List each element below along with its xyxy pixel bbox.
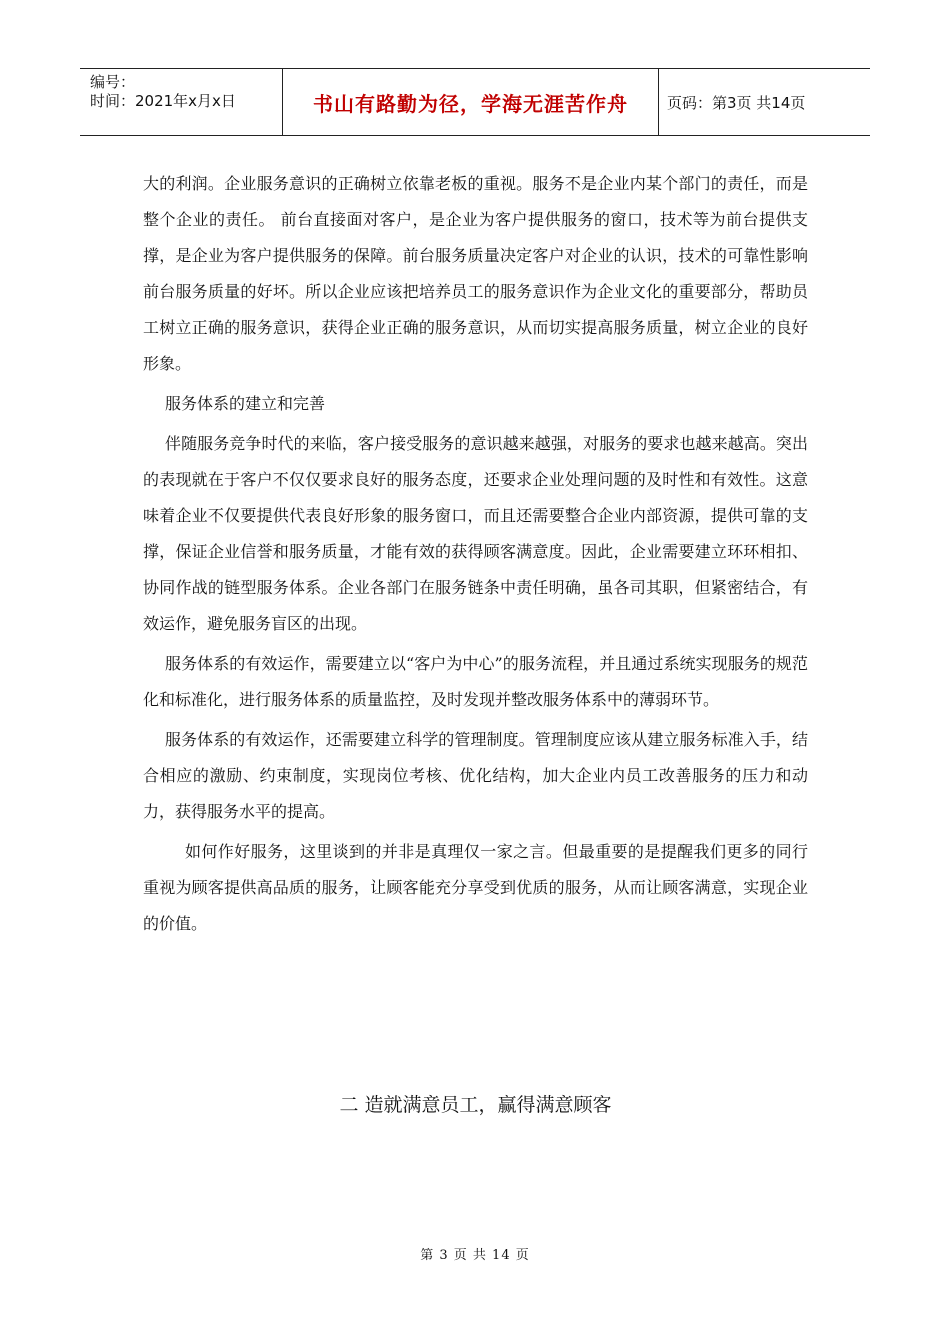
subheading: 服务体系的建立和完善	[165, 394, 326, 413]
paragraph: 大的利润。企业服务意识的正确树立依靠老板的重视。服务不是企业内某个部门的责任，而是整个企业的责任。 前台直接面对客户，是企业为客户提供服务的窗口，技术等为前台提供支撑，是企业为客户提供服务的保障。前台服务质量决定客户对企业的认识，技术的可靠性影响前台服务质量的好坏。所以企业应该把培养员工的服务意识作为企业文化的重要部分，帮助员工树立正确的服务意识，获得企业正确的服务意识，从而切实提高服务质量，树立企业的良好形象。	[143, 174, 808, 373]
header-meta	[80, 69, 283, 135]
header-motto-cell	[283, 69, 659, 135]
header-page-number: 页码：第3页 共14页	[667, 93, 806, 112]
paragraph: 如何作好服务，这里谈到的并非是真理仅一家之言。但最重要的是提醒我们更多的同行重视为顾客提供高品质的服务，让顾客能充分享受到优质的服务，从而让顾客满意，实现企业的价值。	[143, 842, 808, 933]
header-motto: 书山有路勤为径，学海无涯苦作舟	[313, 91, 628, 116]
document-number: 编号：	[90, 73, 136, 91]
page-footer: 第 3 页 共 14 页	[420, 1248, 530, 1263]
document-body	[143, 166, 808, 946]
document-date: 时间：2021年x月x日	[90, 92, 236, 110]
paragraph: 服务体系的有效运作，还需要建立科学的管理制度。管理制度应该从建立服务标准入手，结合相应的激励、约束制度，实现岗位考核、优化结构，加大企业内员工改善服务的压力和动力，获得服务水平的提高。	[143, 730, 808, 821]
section-title: 二 造就满意员工，赢得满意顾客	[339, 1094, 612, 1116]
paragraph: 伴随服务竞争时代的来临，客户接受服务的意识越来越强，对服务的要求也越来越高。突出的表现就在于客户不仅仅要求良好的服务态度，还要求企业处理问题的及时性和有效性。这意味着企业不仅要提供代表良好形象的服务窗口，而且还需要整合企业内部资源，提供可靠的支撑，保证企业信誉和服务质量，才能有效的获得顾客满意度。因此，企业需要建立环环相扣、协同作战的链型服务体系。企业各部门在服务链条中责任明确，虽各司其职，但紧密结合，有效运作，避免服务盲区的出现。	[143, 434, 808, 633]
header-page-cell	[659, 69, 870, 135]
paragraph: 服务体系的有效运作，需要建立以“客户为中心”的服务流程，并且通过系统实现服务的规范化和标准化，进行服务体系的质量监控，及时发现并整改服务体系中的薄弱环节。	[143, 654, 808, 709]
page-header	[80, 68, 870, 136]
